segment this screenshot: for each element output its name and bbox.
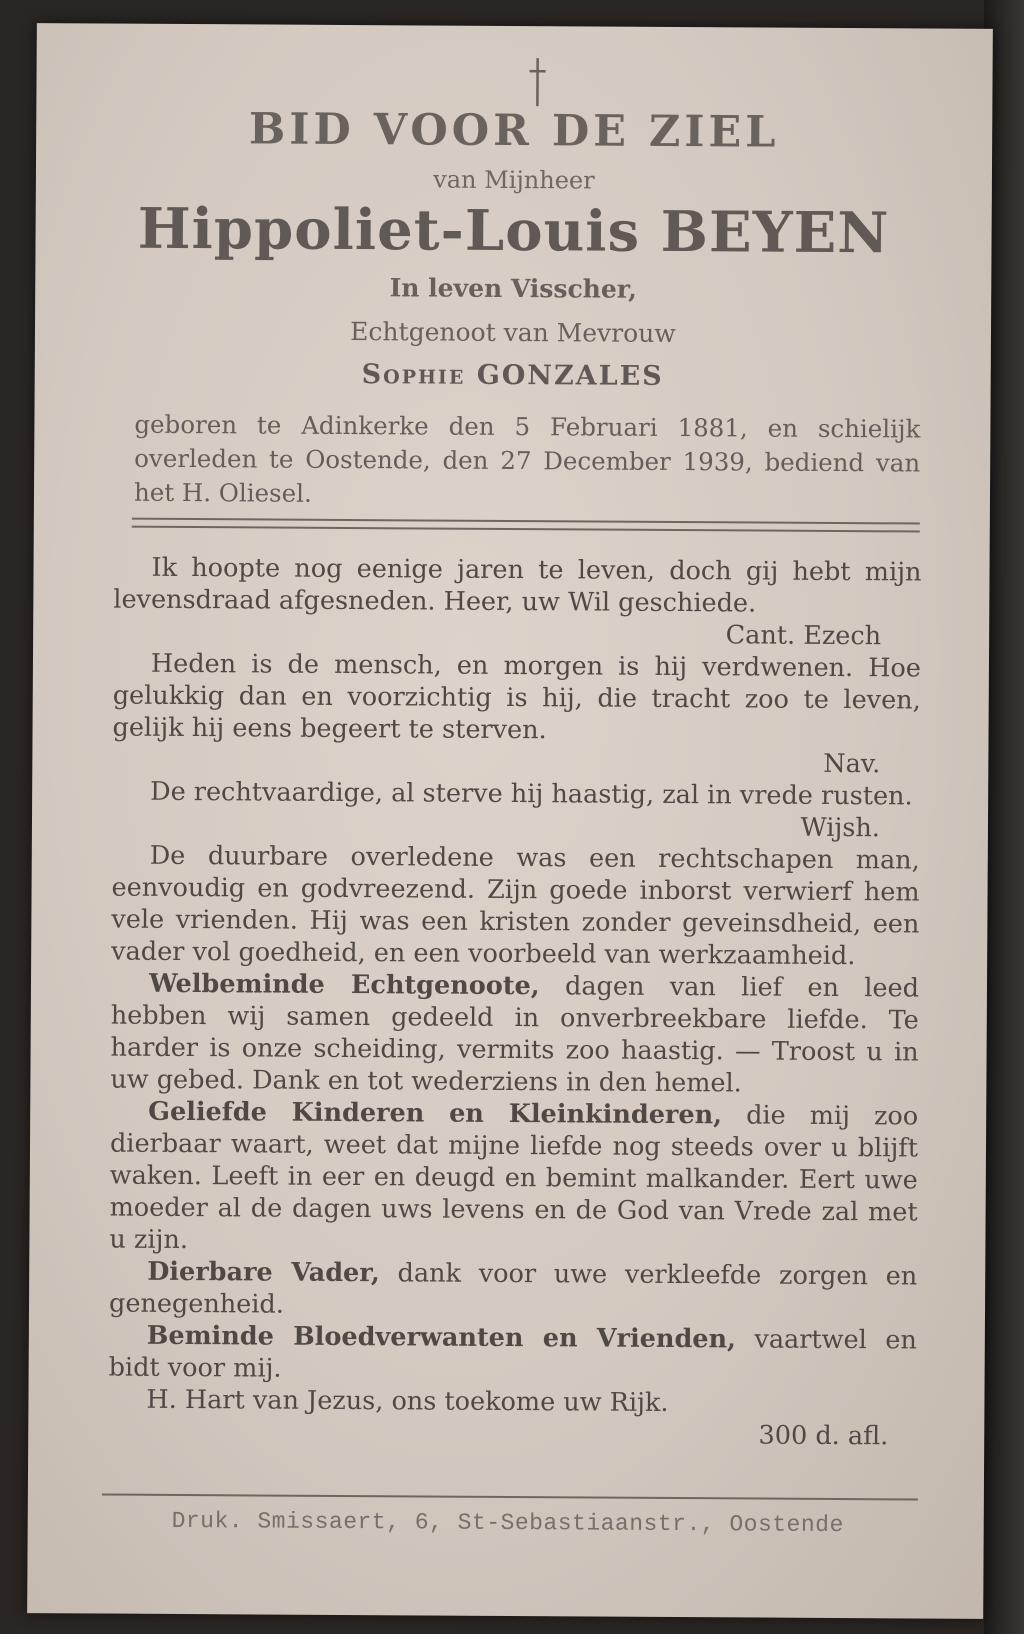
footer-divider [102, 1494, 918, 1501]
latin-cross-icon [526, 56, 548, 108]
source-citation-2: Nav. [823, 748, 881, 780]
occupation-line: In leven Visscher, [389, 273, 637, 304]
paragraph-1: Ik hoopte nog eenige jaren te leven, doch gij hebt mijn levensdraad afgesneden. Heer, uw Wil geschiede. [113, 552, 922, 619]
source-citation-1: Cant. Ezech [725, 620, 882, 652]
paragraph-9: H. Hart van Jezus, ons toekome uw Rijk. [146, 1384, 669, 1418]
card-title: BID VOOR DE ZIEL [248, 104, 780, 158]
source-citation-3: Wijsh. [800, 812, 881, 844]
paragraph-6-lead: Geliefde Kinderen en Kleinkinderen, [148, 1096, 723, 1131]
deceased-name: Hippoliet-Louis BEYEN [137, 195, 890, 267]
spouse-line: Echtgenoot van Mevrouw [350, 317, 676, 349]
paragraph-6: Geliefde Kinderen en Kleinkinderen, die mij zoo dierbaar waart, weet dat mijne liefde nog steeds over u blijft waken. Leeft in eer en deugd en bemint malkander. Eert uwe moeder al de dagen uws levens en de God van Vrede zal met u zijn. [109, 1096, 919, 1256]
paragraph-8-lead: Beminde Bloedverwanten en Vrienden, [146, 1320, 737, 1355]
printer-imprint: Druk. Smissaert, 6, St-Sebastiaanstr., Oostende [171, 1507, 844, 1539]
memorial-card [27, 23, 993, 1619]
paragraph-4: De duurbare overledene was een rechtschapen man, eenvoudig en godvreezend. Zijn goede inborst verwierf hem vele vrienden. Hij was een kristen zonder geveinsdheid, een vader vol goedheid, en een voorbeeld van werkzaamheid. [111, 840, 920, 972]
paragraph-8: Beminde Bloedverwanten en Vrienden, vaartwel en bidt voor mij. [108, 1320, 917, 1384]
paragraph-5-lead: Welbeminde Echtgenoote, [148, 968, 540, 1002]
paragraph-7: Dierbare Vader, dank voor uwe verkleefde zorgen en genegenheid. [108, 1256, 918, 1320]
honorific-line: van Mijnheer [433, 165, 595, 195]
paragraph-7-lead: Dierbare Vader, [147, 1256, 380, 1289]
paragraph-5: Welbeminde Echtgenoote, dagen van lief en leed hebben wij samen gedeeld in onverbreekbare liefde. Te harder is onze scheiding, vermits zoo haastig. — Troost u in uw gebed. Dank en tot wederziens in den hemel. [110, 968, 920, 1099]
birth-death-text: geboren te Adinkerke den 5 Februari 1881, en schielijk overleden te Oostende, den 27 December 1939, bediend van het H. Oliesel. [133, 409, 921, 508]
wife-name: Sophie GONZALES [361, 359, 664, 392]
card-body [108, 552, 921, 1453]
paragraph-2: Heden is de mensch, en morgen is hij verdwenen. Hoe gelukkig dan en voorzichtig is hij, die tracht zoo te leven, gelijk hij eens begeert te sterven. [112, 648, 922, 746]
double-divider [132, 518, 920, 533]
paragraph-3: De rechtvaardige, al sterve hij haastig, zal in vrede rusten. [150, 776, 913, 812]
indulgence-note: 300 d. afl. [758, 1420, 889, 1452]
